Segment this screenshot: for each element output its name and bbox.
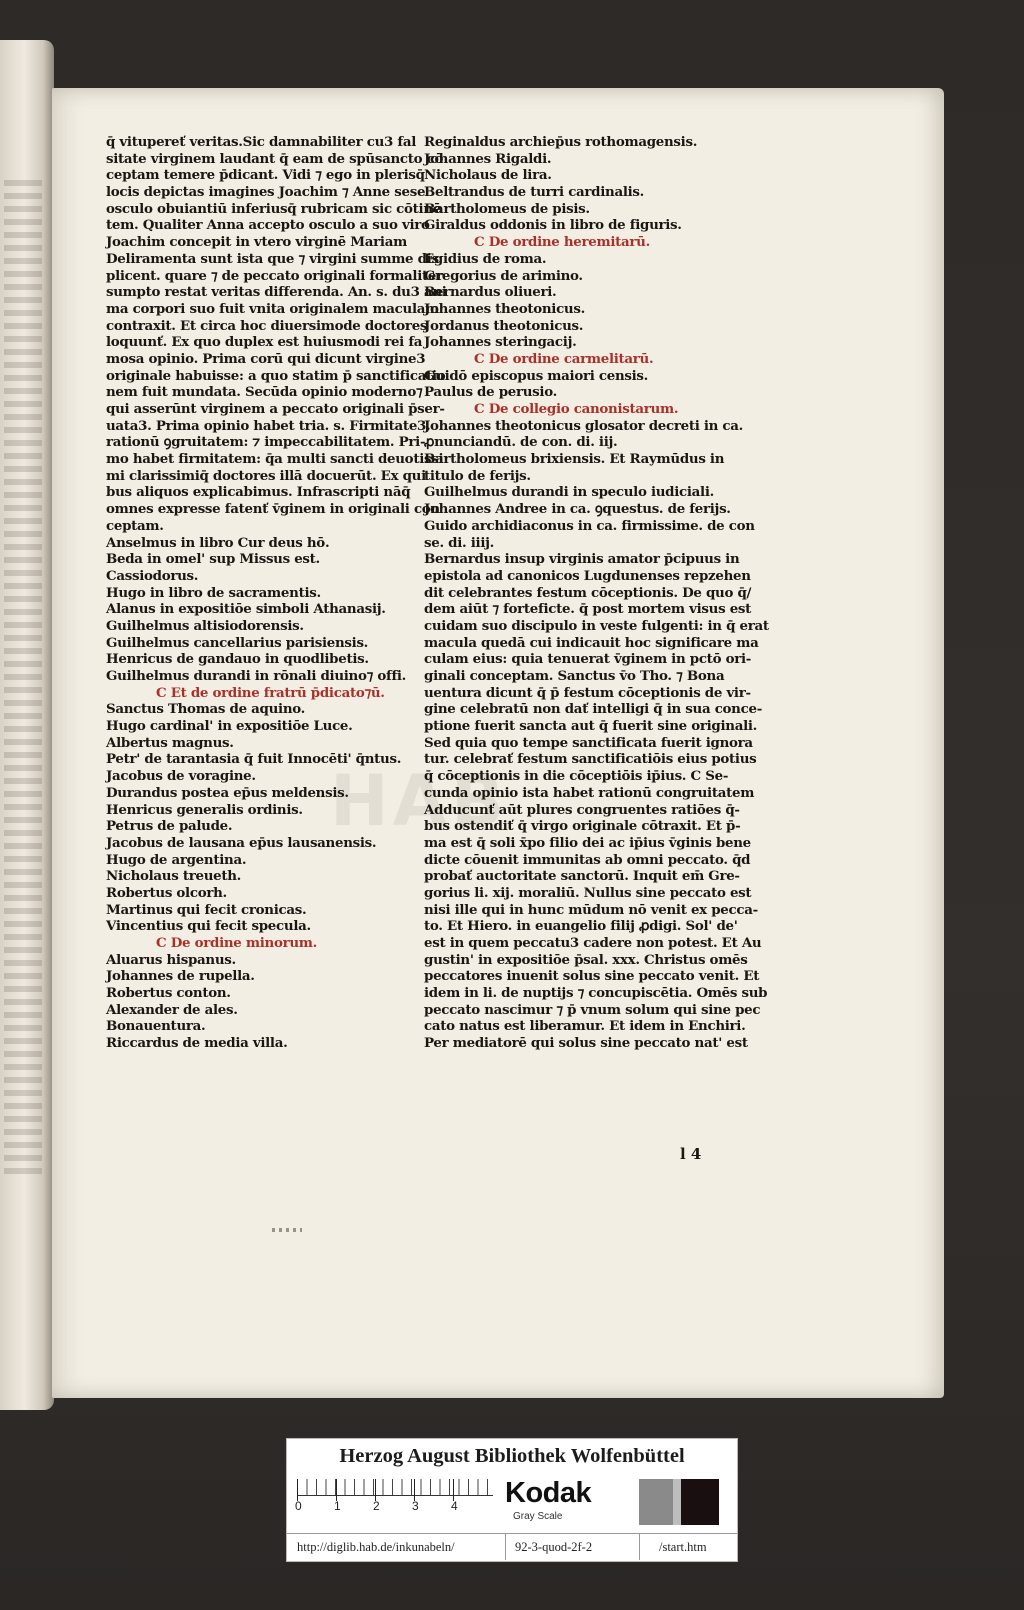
text-line: Adducunť aūt plures congruentes ratiōes q̄-	[424, 801, 740, 818]
text-line: peccato nascimur ⁊ p̄ vnum solum qui sine pec	[424, 1001, 761, 1018]
text-line: sitate virginem laudant q̄ eam de spūsancto cō	[106, 150, 444, 167]
gray-scale-label: Gray Scale	[513, 1511, 563, 1522]
text-line: Vincentius qui fecit specula.	[106, 918, 311, 935]
text-line: qui asserūnt virginem a peccato originali p̄ser-	[106, 401, 445, 417]
text-line: plicent. quare ⁊ de peccato originali formaliter	[106, 267, 443, 284]
gray-patch-mid	[639, 1479, 673, 1525]
text-line: idem in li. de nuptijs ⁊ concupiscētia. Omēs sub	[424, 985, 768, 1002]
text-line: Bartholomeus de pisis.	[424, 200, 590, 217]
text-line: Deliramenta sunt ista que ⁊ virgini summe dis	[106, 250, 439, 267]
text-line: Robertus conton.	[106, 985, 231, 1002]
ruler-number: 2	[373, 1499, 380, 1513]
text-line: peccatores inuenit solus sine peccato venit. Et	[424, 968, 760, 985]
ruler-number: 3	[412, 1499, 419, 1513]
text-line: epistola ad canonicos Lugdunenses repzehen	[424, 567, 751, 584]
text-line: Giraldus oddonis in libro de figuris.	[424, 217, 682, 234]
text-line: Guilhelmus altisiodorensis.	[106, 617, 304, 634]
text-line: mosa opinio. Prima corū qui dicunt virgine3	[106, 350, 426, 367]
text-line: uata3. Prima opinio habet tria. s. Firmitate3.	[106, 417, 431, 434]
text-line: ꝓnunciandū. de con. di. iij.	[424, 434, 618, 451]
text-line: rationū ꝯgruitatem: ⁊ impeccabilitatem. Pri-	[106, 434, 426, 451]
text-line: cunda opinio ista habet rationū congruitatem	[424, 784, 755, 801]
footer-divider	[639, 1534, 640, 1560]
text-line: macula quedā cui indicauit hoc significare ma	[424, 634, 759, 651]
text-line: dit celebrantes festum cōceptionis. De quo q̄/	[424, 584, 752, 601]
section-heading: C De ordine heremitarū.	[474, 234, 650, 251]
text-line: Albertus magnus.	[106, 734, 234, 751]
text-line: mo habet firmitatem: q̄a multi sancti deuotissi	[106, 451, 444, 468]
text-line: Joachim concepit in vtero virginē Mariam	[106, 234, 407, 251]
text-line: Petrus de palude.	[106, 818, 233, 835]
text-line: gustin' in expositiōe p̄sal. xxx. Christus omēs	[424, 951, 748, 968]
text-line: Guido archidiaconus in ca. firmissime. de con	[424, 517, 755, 534]
text-line: mi clarissimiq̄ doctores illā docuerūt. Ex qui	[106, 467, 426, 484]
ruler-number: 1	[334, 1499, 341, 1513]
text-line: ginali conceptam. Sanctus v̄o Tho. ⁊ Bona	[424, 668, 725, 684]
ruler-major-tick	[414, 1479, 415, 1501]
ruler-number: 0	[295, 1499, 302, 1513]
text-line: Johannes steringacij.	[424, 334, 577, 351]
text-line: originale habuisse: a quo statim p̄ sanctificatio	[106, 367, 446, 384]
text-line: Gregorius de arimino.	[424, 267, 583, 284]
text-line: ma corpori suo fuit vnita originalem maculam	[106, 300, 440, 317]
text-line: Guilhelmus durandi in rōnali diuino⁊ offi.	[106, 668, 407, 684]
text-line: tur. celebrať festum sanctificatiōis eius potius	[424, 751, 757, 768]
text-line: sumpto restat veritas differenda. An. s. du3 ani	[106, 284, 447, 301]
text-line: Anselmus in libro Cur deus hō.	[106, 534, 330, 551]
text-line: Alexander de ales.	[106, 1001, 238, 1018]
text-line: Henricus de gandauo in quodlibetis.	[106, 651, 369, 668]
text-line: dem aiūt ⁊ forteficte. q̄ post mortem visus est	[424, 601, 752, 618]
target-footer	[287, 1533, 737, 1560]
text-line: Martinus qui fecit cronicas.	[106, 901, 307, 918]
text-line: probať auctoritate sanctorū. Inquit em̄ Gre-	[424, 868, 740, 885]
gray-patch-light	[673, 1479, 681, 1525]
footer-divider	[505, 1534, 506, 1560]
text-line: Hugo in libro de sacramentis.	[106, 584, 321, 601]
text-line: cato natus est liberamur. Et idem in Enchiri.	[424, 1018, 746, 1035]
gray-patch-dark	[681, 1479, 719, 1525]
text-line: q̄ cōceptionis in die cōceptiōis ip̄ius. C Se-	[424, 768, 729, 785]
text-line: Bartholomeus brixiensis. Et Raymūdus in	[424, 451, 725, 468]
text-line: Johannes Rigaldi.	[424, 150, 552, 167]
text-line: q̄ vitupereť veritas.Sic damnabiliter cu3 fal	[106, 134, 417, 150]
facing-page-text-ghost	[4, 180, 42, 1180]
shelfmark: 92-3-quod-2f-2	[515, 1540, 593, 1554]
text-line: Bonauentura.	[106, 1018, 206, 1035]
text-line: bus ostendiť q̄ virgo originale cōtraxit. Et p̄-	[424, 818, 741, 835]
text-line: osculo obuiantiū inferiusq̄ rubricam sic cōtinē	[106, 200, 441, 217]
text-line: est in quem peccatu3 cadere non potest. Et Au	[424, 935, 762, 951]
text-line: Nicholaus de lira.	[424, 167, 552, 184]
text-line: Henricus generalis ordinis.	[106, 801, 303, 818]
ruler-number: 4	[451, 1499, 458, 1513]
text-line: Jacobus de voragine.	[106, 768, 256, 785]
text-line: titulo de ferijs.	[424, 467, 531, 484]
text-line: se. di. iiij.	[424, 534, 495, 551]
folio-signature: l 4	[680, 1145, 702, 1163]
text-line: ceptam.	[106, 517, 164, 534]
ruler-major-tick	[453, 1479, 454, 1501]
left-text-column	[106, 134, 447, 1052]
text-line: Jacobus de lausana ep̄us lausanensis.	[106, 834, 377, 851]
text-line: Beltrandus de turri cardinalis.	[424, 184, 645, 201]
ruler-ticks	[297, 1479, 493, 1496]
color-target-card	[286, 1438, 738, 1562]
digital-library-url: http://diglib.hab.de/inkunabeln/	[297, 1540, 455, 1554]
section-heading: C De ordine carmelitarū.	[474, 350, 654, 367]
text-line: Petr' de tarantasia q̄ fuit Innocēti' q̄ntus.	[106, 751, 402, 768]
ruler-major-tick	[297, 1479, 298, 1501]
text-line: ma est q̄ soli x̄po filio dei ac ip̄ius v̄ginis bene	[424, 834, 751, 851]
library-title: Herzog August Bibliothek Wolfenbüttel	[339, 1445, 685, 1467]
text-line: Egidius de roma.	[424, 250, 547, 267]
text-line: Riccardus de media villa.	[106, 1035, 288, 1052]
text-line: loquunť. Ex quo duplex est huiusmodi rei fa	[106, 334, 423, 351]
text-line: Guilhelmus cancellarius parisiensis.	[106, 634, 369, 651]
text-line: gine celebratū non dať intelligi q̄ in sua conce-	[424, 701, 762, 718]
text-line: locis depictas imagines Joachim ⁊ Anne sese	[106, 184, 426, 201]
text-line: Johannes theotonicus glosator decreti in ca.	[424, 417, 744, 434]
section-heading: C De collegio canonistarum.	[474, 401, 679, 417]
right-text-column	[424, 134, 769, 1052]
gray-patches	[639, 1479, 719, 1525]
text-line: Johannes Andree in ca. ꝯquestus. de ferijs.	[424, 501, 731, 518]
scale-ruler	[295, 1479, 493, 1513]
text-line: Johannes de rupella.	[106, 968, 255, 985]
text-line: Beda in omel' sup Missus est.	[106, 551, 320, 568]
text-line: Bernardus oliueri.	[424, 284, 557, 301]
text-line: nem fuit mundata. Secūda opinio moderno⁊	[106, 384, 423, 401]
section-heading: C De ordine minorum.	[156, 935, 318, 951]
text-line: gorius li. xij. moraliū. Nullus sine peccato est	[424, 884, 752, 901]
text-line: Robertus olcorh.	[106, 884, 227, 901]
text-line: bus aliquos explicabimus. Infrascripti nāq̄	[106, 484, 411, 501]
text-line: uentura dicunt q̄ p̄ festum cōceptionis de vir-	[424, 684, 751, 701]
text-line: cuidam suo discipulo in veste fulgenti: in q̄ erat	[424, 617, 769, 634]
kodak-logo	[497, 1477, 607, 1523]
text-line: culam eius: quia tenuerat v̄ginem in pctō ori-	[424, 651, 751, 668]
text-line: dicte cōuenit immunitas ab omni peccato. q̄d	[424, 851, 751, 868]
text-line: omnes expresse fatenť v̄ginem in originali con	[106, 501, 440, 518]
page-mark	[272, 1228, 302, 1232]
kodak-brand: Kodak	[505, 1477, 592, 1509]
text-line: Reginaldus archiep̄us rothomagensis.	[424, 134, 698, 150]
text-line: Sed quia quo tempe sanctificata fuerit ignora	[424, 734, 753, 751]
text-line: to. Et Hiero. in euangelio filij ꝓdigi. Sol' de'	[424, 918, 738, 935]
text-line: Durandus postea ep̄us meldensis.	[106, 784, 349, 801]
text-line: contraxit. Et circa hoc diuersimode doctores	[106, 317, 428, 334]
facing-page-edge	[0, 40, 54, 1410]
text-line: Aluarus hispanus.	[106, 951, 236, 968]
text-line: Bernardus insup virginis amator p̄cipuus in	[424, 551, 740, 568]
text-line: Per mediatorē qui solus sine peccato nat' est	[424, 1035, 748, 1052]
text-line: Hugo de argentina.	[106, 851, 247, 868]
text-line: Jordanus theotonicus.	[424, 317, 584, 334]
text-line: Nicholaus treueth.	[106, 868, 242, 885]
text-line: Guidō episcopus maiori censis.	[424, 367, 649, 384]
text-line: nisi ille qui in hunc mūdum nō venit ex pecca-	[424, 901, 758, 918]
text-line: Paulus de perusio.	[424, 384, 557, 401]
section-heading: C Et de ordine fratrū p̄dicato⁊ū.	[156, 684, 385, 701]
text-line: Cassiodorus.	[106, 567, 199, 584]
text-line: Johannes theotonicus.	[424, 300, 585, 317]
start-link: /start.htm	[659, 1540, 707, 1554]
ruler-major-tick	[336, 1479, 337, 1501]
text-line: Alanus in expositiōe simboli Athanasij.	[106, 601, 386, 618]
text-line: Sanctus Thomas de aquino.	[106, 701, 306, 718]
text-line: Hugo cardinal' in expositiōe Luce.	[106, 718, 353, 735]
text-line: ceptam temere p̄dicant. Vidi ⁊ ego in plerisq̄	[106, 167, 425, 184]
text-line: tem. Qualiter Anna accepto osculo a suo viro	[106, 217, 430, 234]
watermark: HAB	[330, 760, 509, 842]
text-line: Guilhelmus durandi in speculo iudiciali.	[424, 484, 714, 501]
ruler-major-tick	[375, 1479, 376, 1501]
text-line: ptione fuerit sancta aut q̄ fuerit sine originali.	[424, 718, 758, 735]
